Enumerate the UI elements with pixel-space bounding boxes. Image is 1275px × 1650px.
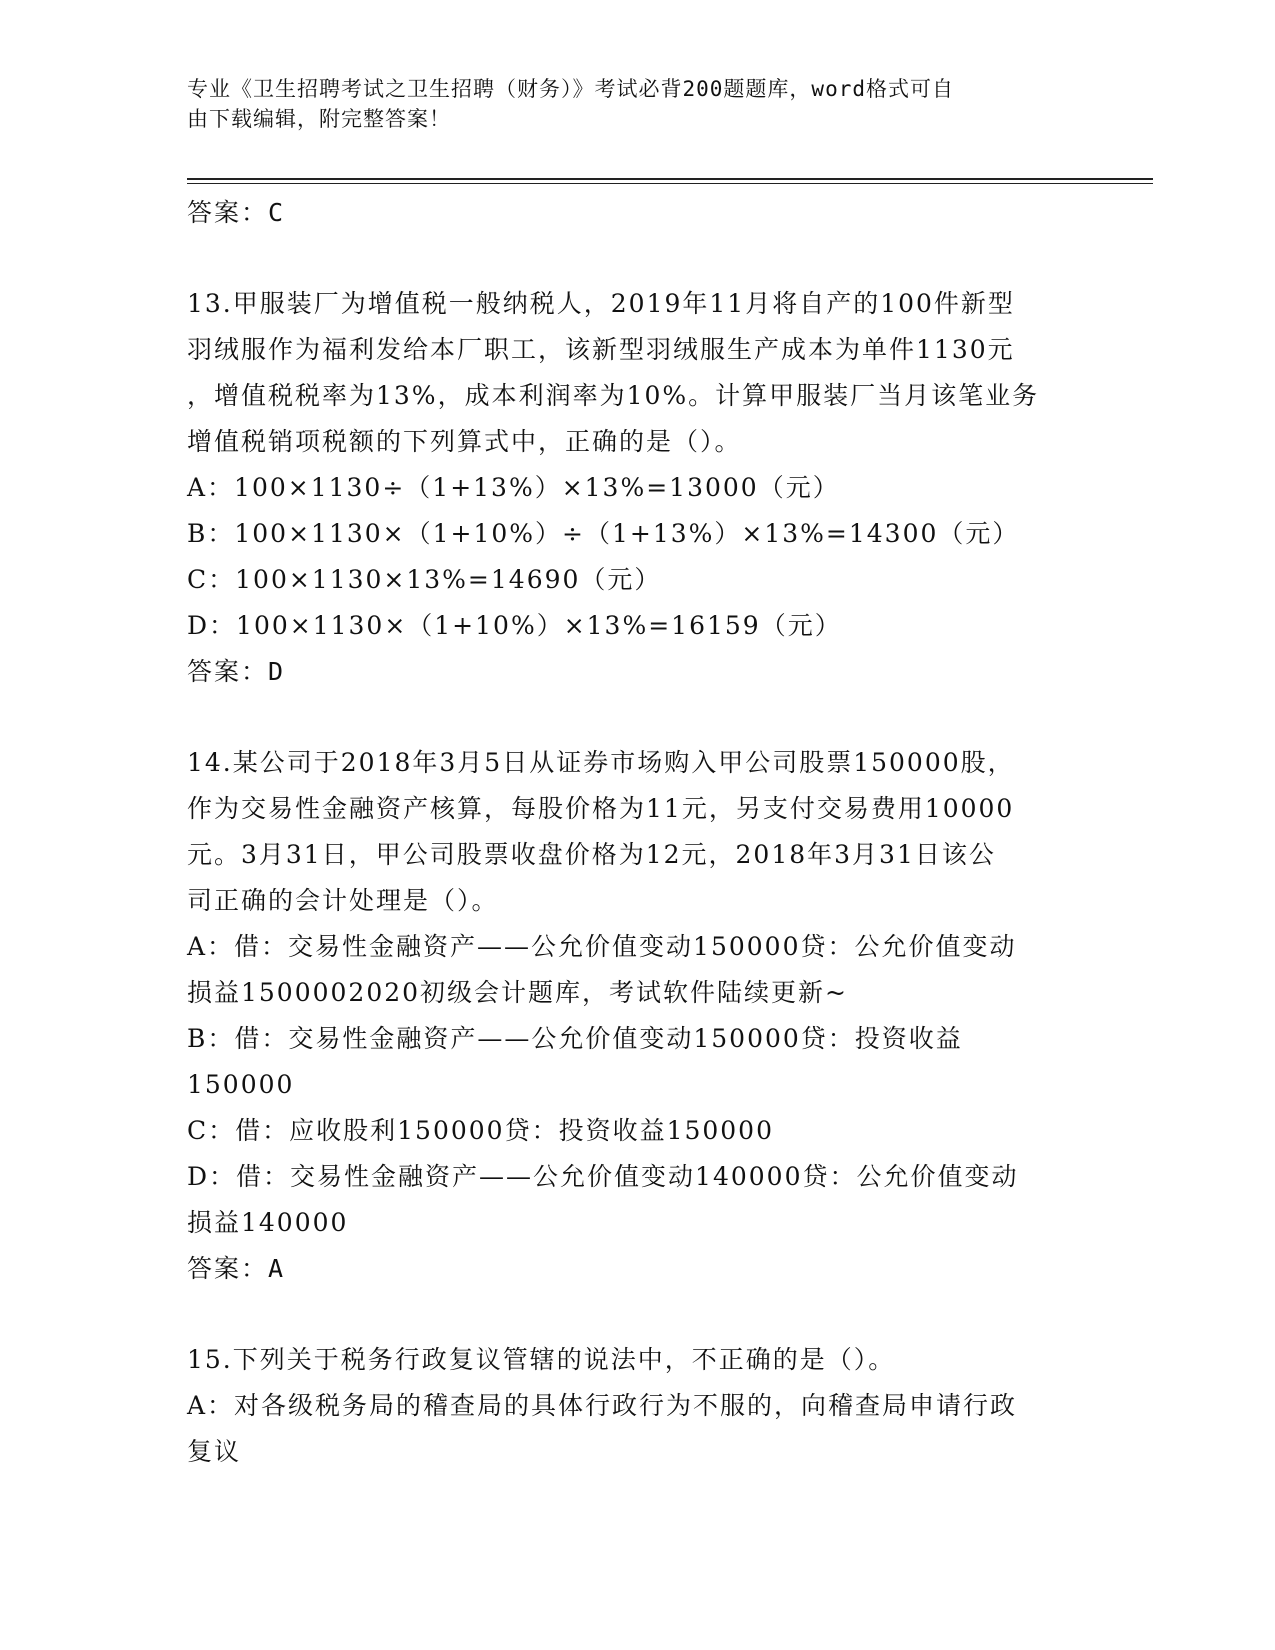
question-text-line: 司正确的会计处理是（）。 (187, 886, 499, 915)
header-divider-thin (187, 183, 1153, 184)
spacer (187, 236, 1087, 281)
option-a: A：借：交易性金融资产——公允价值变动150000贷：公允价值变动 (187, 932, 1017, 961)
option-a: A：100×1130÷（1+13%）×13%=13000（元） (187, 473, 840, 502)
question-text-line: 元。3月31日，甲公司股票收盘价格为12元，2018年3月31日该公 (187, 840, 996, 869)
option-d: D：借：交易性金融资产——公允价值变动140000贷：公允价值变动 (187, 1162, 1019, 1191)
question-text-line: 羽绒服作为福利发给本厂职工，该新型羽绒服生产成本为单件1130元 (187, 335, 1015, 364)
spacer (187, 695, 1087, 740)
option-d-continued: 损益140000 (187, 1208, 349, 1237)
document-body (187, 190, 1087, 1475)
answer-line: 答案：C (187, 198, 286, 227)
question-text-line: 14.某公司于2018年3月5日从证券市场购入甲公司股票150000股， (187, 748, 1015, 777)
answer-line: 答案：D (187, 657, 286, 686)
question-text-line: 增值税销项税额的下列算式中，正确的是（）。 (187, 427, 742, 456)
question-14 (187, 740, 1087, 1292)
header-divider-thick (187, 178, 1153, 180)
question-text-line: 作为交易性金融资产核算，每股价格为11元，另支付交易费用10000 (187, 794, 1015, 823)
page-header (187, 74, 1087, 134)
option-d: D：100×1130×（1+10%）×13%=16159（元） (187, 611, 842, 640)
answer-line: 答案：A (187, 1254, 286, 1283)
option-a-continued: 损益1500002020初级会计题库，考试软件陆续更新~ (187, 978, 849, 1007)
header-line: 专业《卫生招聘考试之卫生招聘（财务）》考试必背200题题库，word格式可自 (187, 77, 954, 101)
option-a: A：对各级税务局的稽查局的具体行政行为不服的，向稽查局申请行政 (187, 1391, 1018, 1420)
option-b: B：100×1130×（1+10%）÷（1+13%）×13%=14300（元） (187, 519, 1020, 548)
question-text-line: ，增值税税率为13%，成本利润率为10%。计算甲服装厂当月该笔业务 (187, 381, 1040, 410)
option-c: C：100×1130×13%=14690（元） (187, 565, 662, 594)
option-b-continued: 150000 (187, 1070, 295, 1099)
question-13 (187, 281, 1087, 695)
option-b: B：借：交易性金融资产——公允价值变动150000贷：投资收益 (187, 1024, 963, 1053)
header-line: 由下载编辑，附完整答案！ (187, 107, 451, 131)
spacer (187, 1292, 1087, 1337)
question-text-line: 15.下列关于税务行政复议管辖的说法中，不正确的是（）。 (187, 1345, 896, 1374)
option-a-continued: 复议 (187, 1437, 242, 1466)
question-15 (187, 1337, 1087, 1475)
option-c: C：借：应收股利150000贷：投资收益150000 (187, 1116, 774, 1145)
question-text-line: 13.甲服装厂为增值税一般纳税人，2019年11月将自产的100件新型 (187, 289, 1015, 318)
